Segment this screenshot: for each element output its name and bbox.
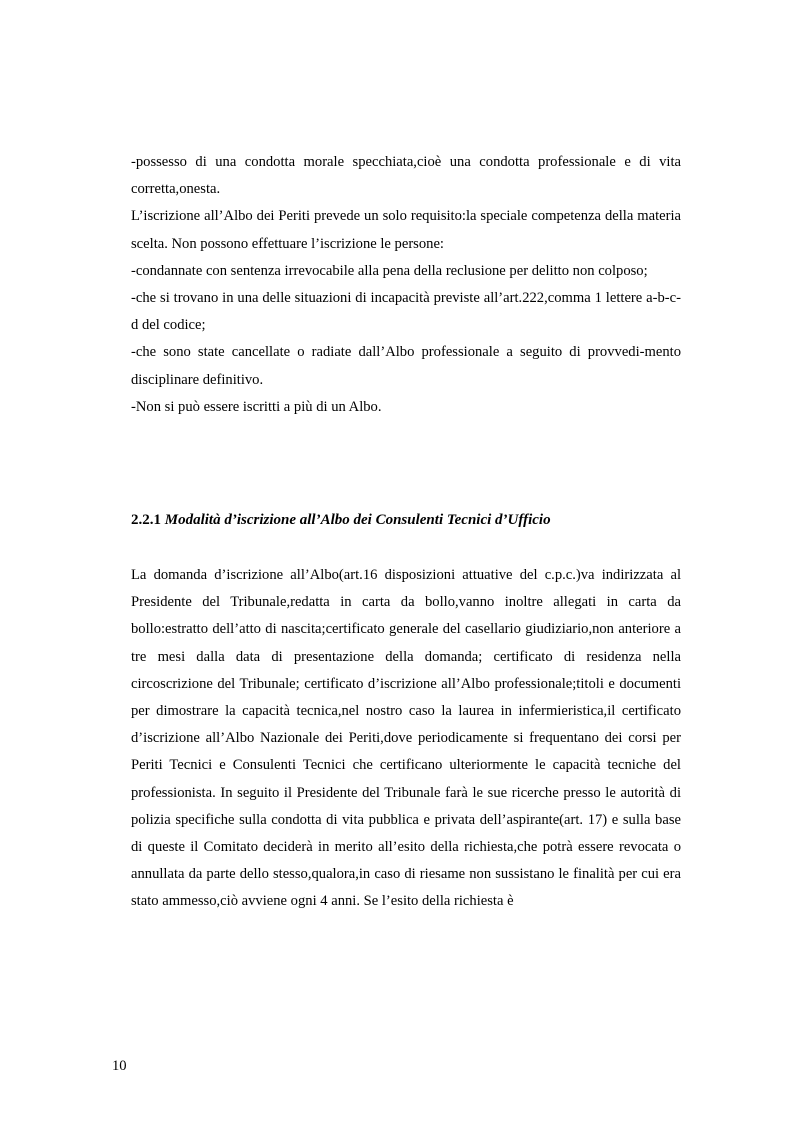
paragraph-condannate: -condannate con sentenza irrevocabile alla pena della reclusione per delitto non colposo; bbox=[131, 262, 648, 279]
requirements-section bbox=[131, 149, 681, 421]
page-number: 10 bbox=[112, 1058, 127, 1074]
paragraph-incapacita: -che si trovano in una delle situazioni di incapacità previste all’art.222,comma 1 lettere a-b-c-d del codice; bbox=[131, 290, 681, 334]
section-number: 2.2.1 bbox=[131, 512, 161, 528]
section-title: Modalità d’iscrizione all’Albo dei Consulenti Tecnici d’Ufficio bbox=[164, 512, 551, 528]
section-heading bbox=[131, 507, 691, 534]
body-paragraph: La domanda d’iscrizione all’Albo(art.16 disposizioni attuative del c.p.c.)va indirizzata al Presidente del Tribunale,redatta in carta da bollo,vanno inoltre allegati in carta da bollo:estratto dell’atto di nascita;certificato generale del casellario giudiziario,non anteriore a tre mesi dalla data di presentazione della domanda; certificato di residenza nella circoscrizione del Tribunale; certificato d’iscrizione all’Albo professionale;titoli e documenti per dimostrare la capacità tecnica,nel nostro caso la laurea in infermieristica,il certificato d’iscrizione all’Albo Nazionale dei Periti,dove periodicamente si frequentano dei corsi per Periti Tecnici e Consulenti Tecnici che certificano ulteriormente le capacità tecniche del professionista. In seguito il Presidente del Tribunale farà le sue ricerche presso le autorità di polizia specifiche sulla condotta di vita pubblica e privata dell’aspirante(art. 17) e sulla base di queste il Comitato deciderà in merito all’esito della richiesta,che potrà essere revocata o annullata da parte dello stesso,qualora,in caso di riesame non sussistano le finalità per cui era stato ammesso,ciò avviene ogni 4 anni. Se l’esito della richiesta è bbox=[131, 567, 681, 910]
paragraph-albo-periti: L’iscrizione all’Albo dei Periti prevede un solo requisito:la speciale competenza della materia scelta. Non possono effettuare l’iscrizione le persone: bbox=[131, 208, 681, 252]
paragraph-cancellate: -che sono state cancellate o radiate dall’Albo professionale a seguito di provvedi-mento disciplinare definitivo. bbox=[131, 344, 681, 388]
body-section bbox=[131, 562, 681, 916]
paragraph-un-albo: -Non si può essere iscritti a più di un Albo. bbox=[131, 398, 382, 415]
paragraph-condotta: -possesso di una condotta morale specchiata,cioè una condotta professionale e di vita corretta,onesta. bbox=[131, 154, 681, 198]
